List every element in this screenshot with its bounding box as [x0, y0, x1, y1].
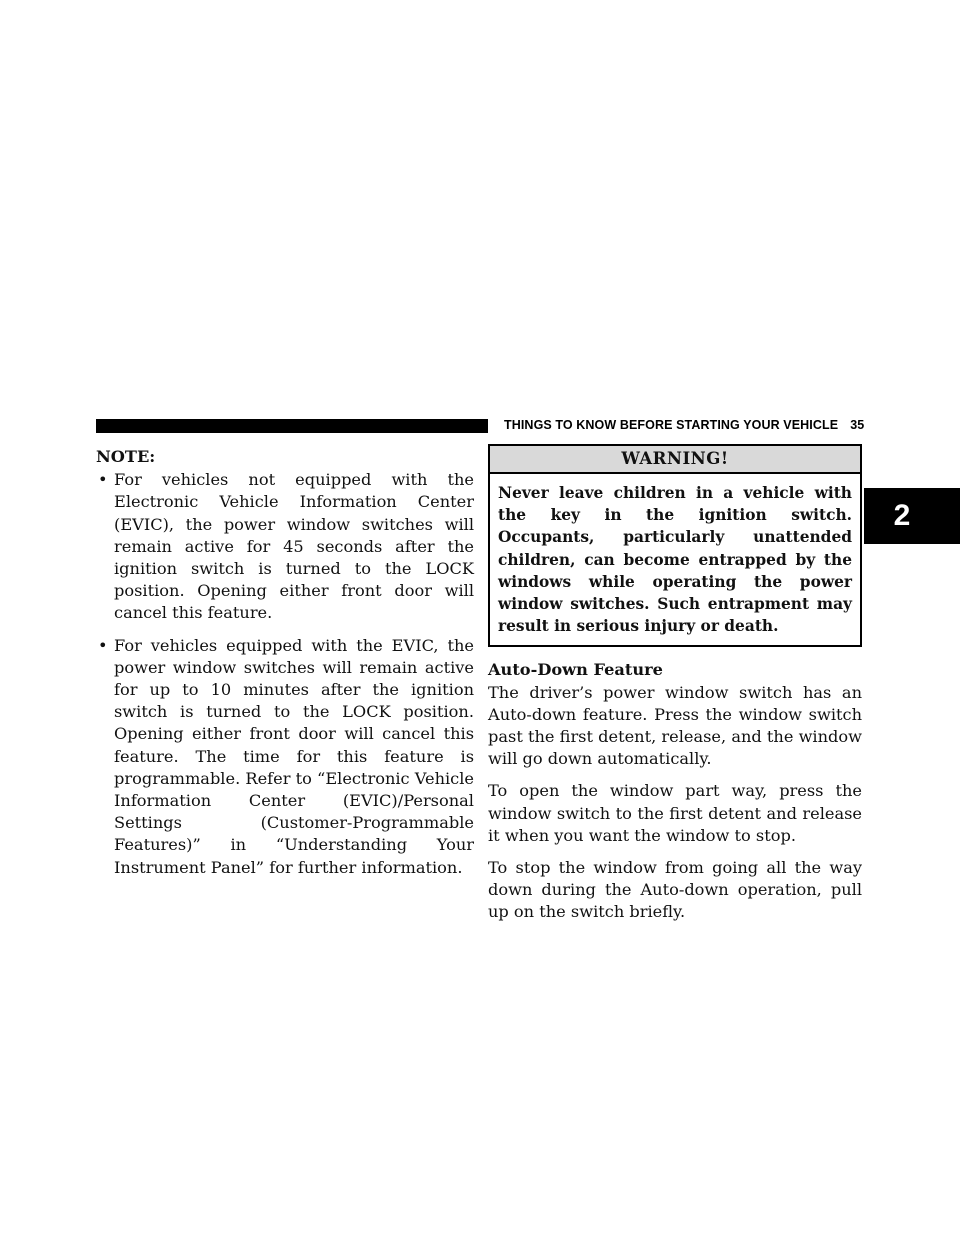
- left-column: [96, 446, 474, 889]
- chapter-number: 2: [893, 499, 911, 532]
- note-label: NOTE:: [96, 447, 156, 466]
- header-rule: [96, 419, 488, 433]
- bullet-text: For vehicles not equipped with the Electronic Vehicle Information Center (EVIC), the power window switches will remain active for 45 seconds after the ignition switch is turned to the LOCK position. Opening either front door will cancel this feature.: [114, 470, 474, 623]
- bullet-item: [96, 469, 474, 624]
- section-title: Auto-Down Feature: [488, 660, 663, 680]
- warning-title: WARNING!: [490, 446, 860, 474]
- warning-box: [488, 444, 862, 647]
- bullet-dot-icon: •: [98, 470, 108, 490]
- paragraph: To stop the window from going all the way down during the Auto-down operation, pull up on the switch briefly.: [488, 858, 862, 922]
- page-number: 35: [850, 418, 865, 432]
- chapter-tab: [864, 488, 960, 544]
- paragraph: To open the window part way, press the window switch to the first detent and release it when you want the window to stop.: [488, 781, 862, 845]
- bullet-item: [96, 635, 474, 879]
- bullet-text: For vehicles equipped with the EVIC, the power window switches will remain active for up to 10 minutes after the ignition switch is turned to the LOCK position. Opening either front door will cancel this feature. The time for this feature is programmable. Refer to “Electronic Vehicle Information Center (EVIC)/Personal Settings (Customer-Programmable Features)” in “Understanding Your Instrument Panel” for further information.: [114, 635, 474, 877]
- right-column: [488, 444, 862, 934]
- header-title: THINGS TO KNOW BEFORE STARTING YOUR VEHICLE: [504, 418, 839, 432]
- bullet-dot-icon: •: [98, 635, 108, 655]
- warning-text: Never leave children in a vehicle with the key in the ignition switch. Occupants, particularly unattended children, can become entrapped by the windows while operating the power window switches. Such entrapment may result in serious injury or death.: [498, 484, 852, 636]
- paragraph: The driver’s power window switch has an Auto-down feature. Press the window switch past the first detent, release, and the window will go down automatically.: [488, 682, 862, 769]
- running-header: [504, 418, 866, 432]
